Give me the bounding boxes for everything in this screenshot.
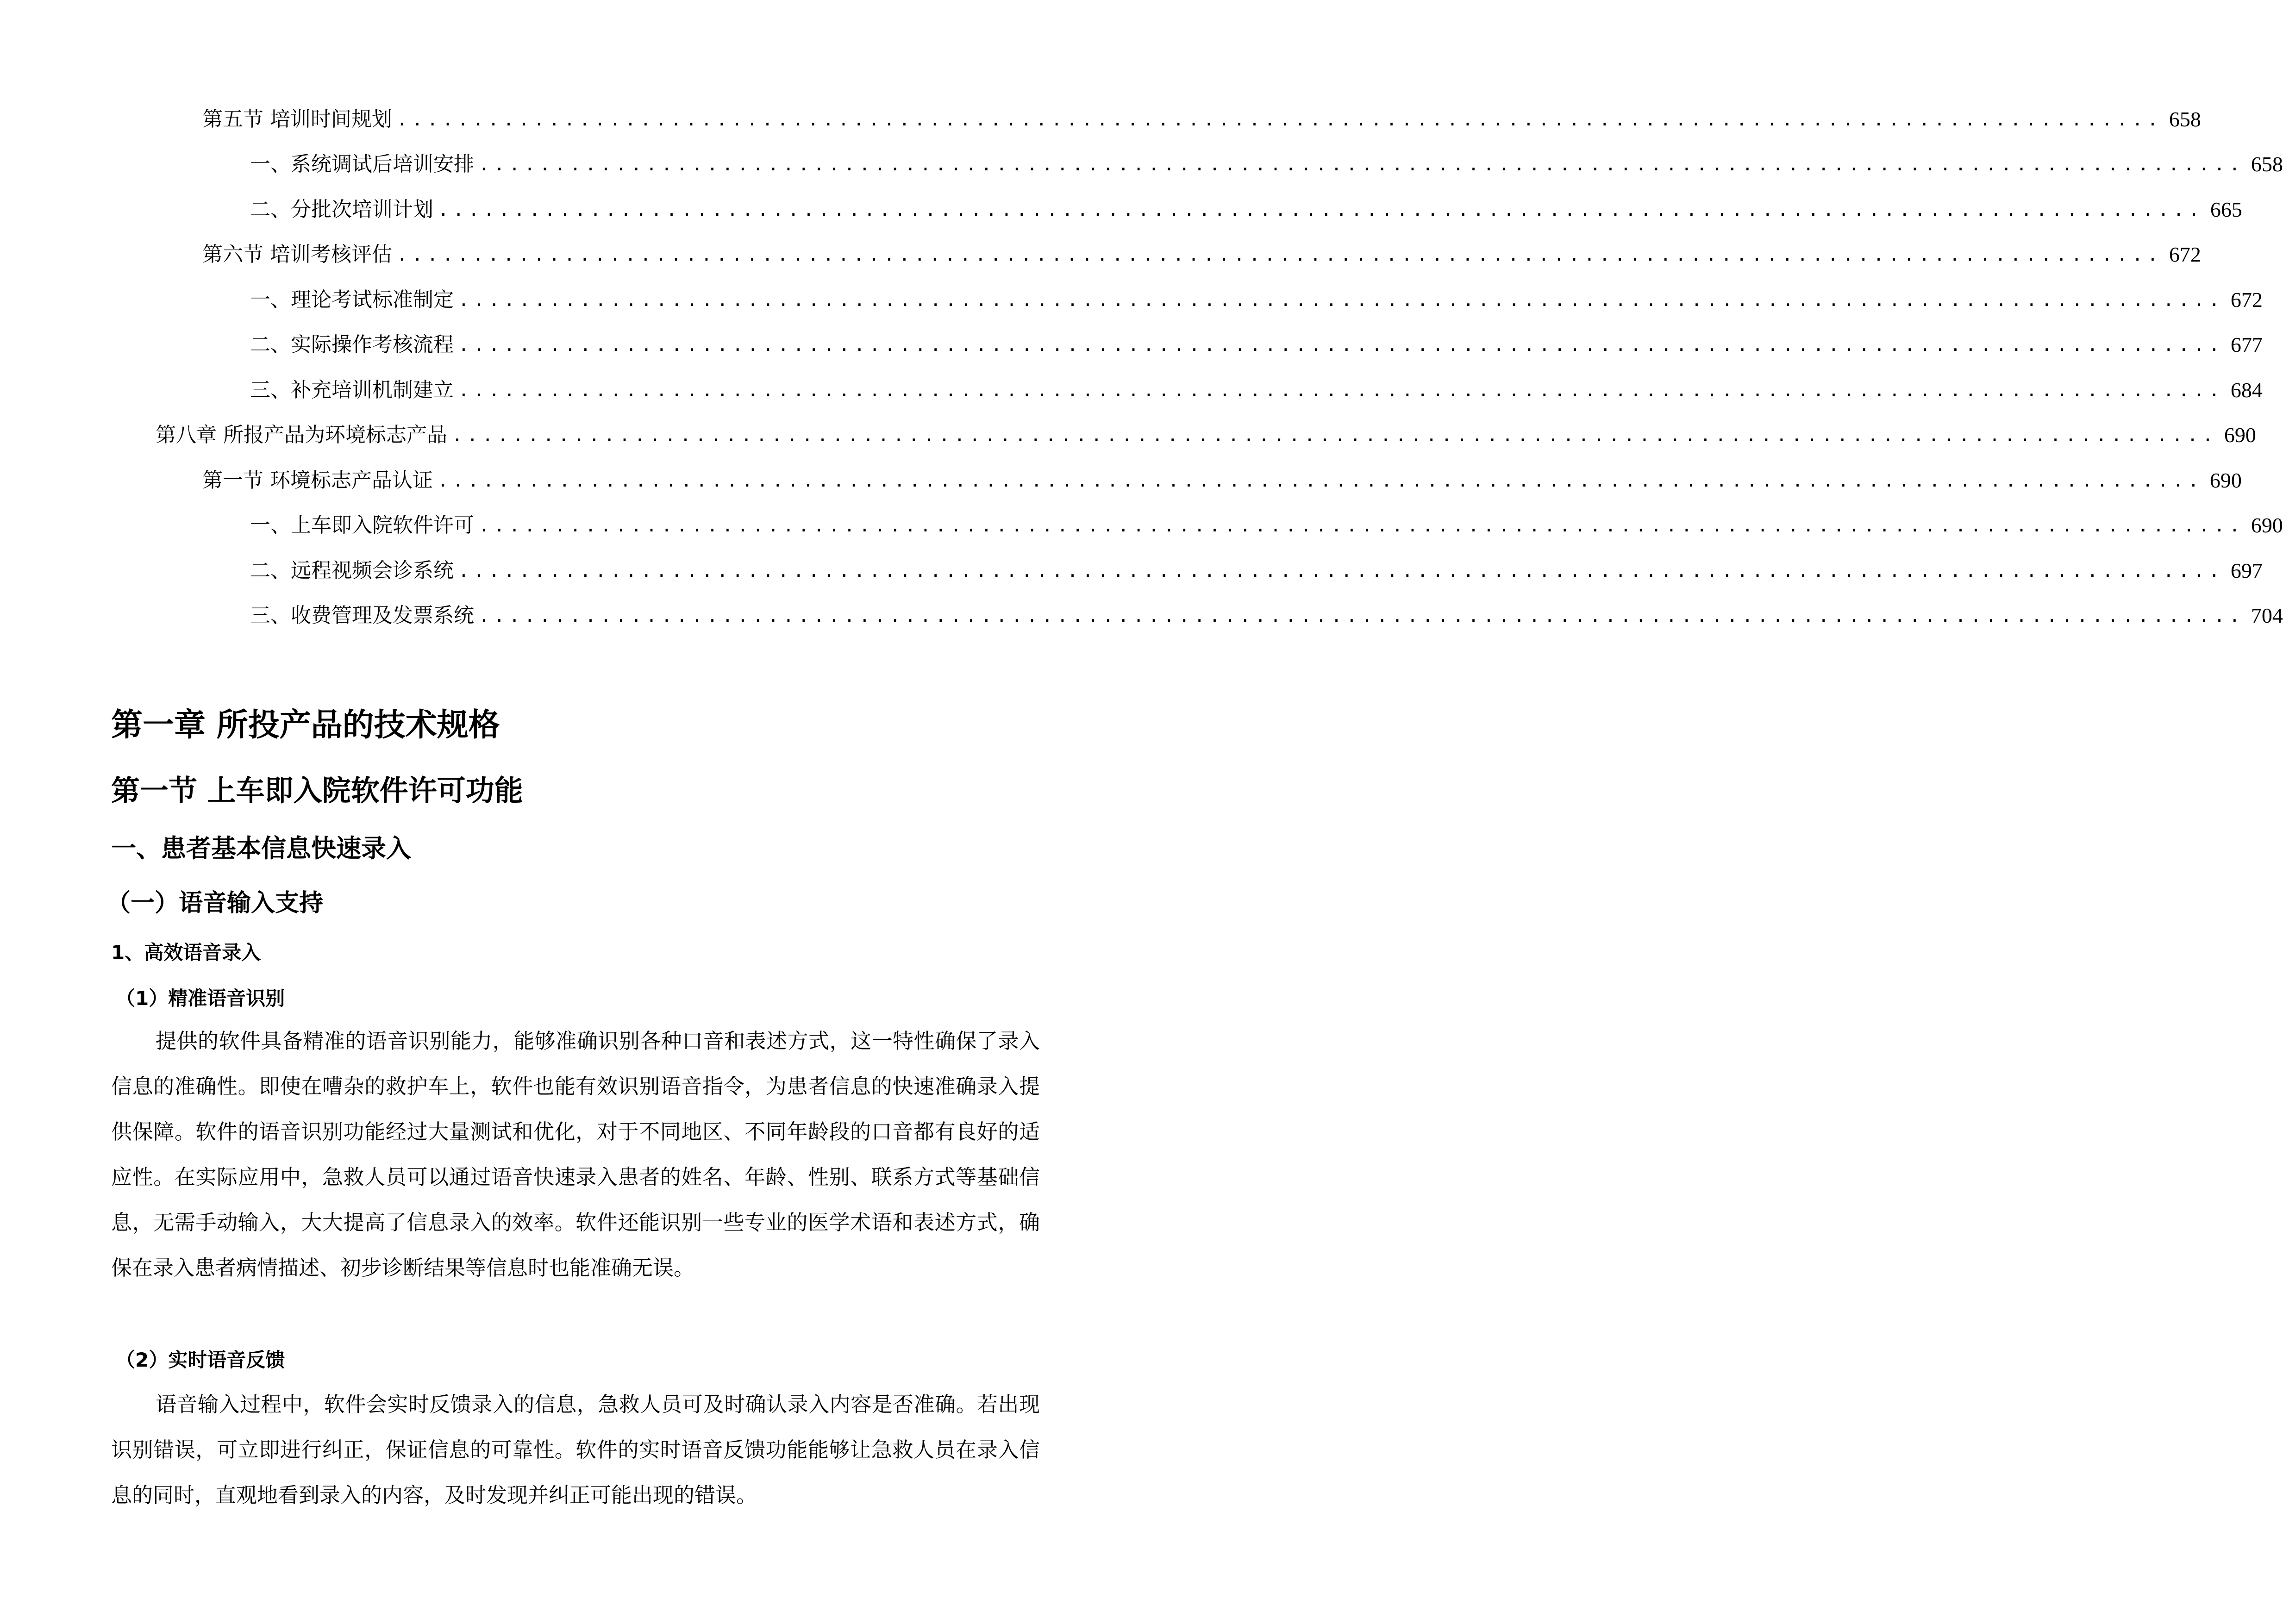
body-paragraph-1: 提供的软件具备精准的语音识别能力，能够准确识别各种口音和表述方式，这一特性确保了录入信息的准确性。即使在嘈杂的救护车上，软件也能有效识别语音指令，为患者信息的快速准确录入提供保障。软件的语音识别功能经过大量测试和优化，对于不同地区、不同年龄段的口音都有良好的适应性。在实际应用中，急救人员可以通过语音快速录入患者的姓名、年龄、性别、联系方式等基础信息，无需手动输入，大大提高了信息录入的效率。软件还能识别一些专业的医学术语和表述方式，确保在录入患者病情描述、初步诊断结果等信息时也能准确无误。 bbox=[111, 1029, 1040, 1280]
toc-entry[interactable] bbox=[156, 421, 2256, 449]
toc-entry-title: 第一节 环境标志产品认证 bbox=[202, 468, 433, 492]
toc-leader-dots: .................................................................................................................... bbox=[479, 515, 2245, 536]
toc-entry-page: 690 bbox=[2224, 423, 2256, 447]
toc-entry[interactable] bbox=[250, 196, 2242, 224]
toc-entry-number: 三、 bbox=[250, 378, 291, 402]
toc-entry-number: 三、 bbox=[250, 604, 291, 627]
toc-entry[interactable] bbox=[250, 286, 2263, 314]
toc-entry-title: 收费管理及发票系统 bbox=[291, 604, 474, 627]
toc-entry-page: 672 bbox=[2169, 243, 2201, 266]
toc-entry-page: 690 bbox=[2251, 513, 2283, 537]
toc-entry-number: 二、 bbox=[250, 559, 291, 582]
toc-entry-number: 一、 bbox=[250, 513, 291, 537]
toc-entry-title: 分批次培训计划 bbox=[291, 198, 433, 221]
toc-leader-dots: .................................................................................................................... bbox=[438, 470, 2203, 491]
section-heading: 第一节 上车即入院软件许可功能 bbox=[111, 774, 523, 807]
toc-entry-title: 系统调试后培训安排 bbox=[291, 152, 474, 176]
toc-entry-title: 第五节 培训时间规划 bbox=[202, 107, 392, 131]
toc-entry-title: 第六节 培训考核评估 bbox=[202, 243, 392, 266]
toc-leader-dots: .................................................................................................................... bbox=[479, 154, 2245, 175]
chapter-heading: 第一章 所投产品的技术规格 bbox=[111, 707, 500, 743]
toc-entry-number: 一、 bbox=[250, 288, 291, 312]
toc-entry[interactable] bbox=[250, 557, 2263, 585]
toc-entry[interactable] bbox=[250, 512, 2283, 539]
toc-entry-number: 二、 bbox=[250, 198, 291, 221]
toc-entry-number: 二、 bbox=[250, 333, 291, 356]
toc-entry[interactable] bbox=[250, 331, 2263, 359]
subitem-heading-2: （2）实时语音反馈 bbox=[116, 1349, 285, 1371]
toc-entry-page: 665 bbox=[2210, 198, 2242, 221]
body-paragraph-2: 语音输入过程中，软件会实时反馈录入的信息，急救人员可及时确认录入内容是否准确。若出现识别错误，可立即进行纠正，保证信息的可靠性。软件的实时语音反馈功能能够让急救人员在录入信息的同时，直观地看到录入的内容，及时发现并纠正可能出现的错误。 bbox=[111, 1392, 1040, 1507]
toc-entry-title: 补充培训机制建立 bbox=[291, 378, 454, 402]
toc-leader-dots: .................................................................................................................... bbox=[458, 561, 2224, 581]
toc-entry[interactable] bbox=[250, 602, 2283, 630]
toc-entry-page: 684 bbox=[2230, 378, 2263, 402]
toc-leader-dots: .................................................................................................................... bbox=[397, 109, 2163, 130]
toc-leader-dots: .................................................................................................................... bbox=[458, 290, 2224, 310]
toc-entry-page: 658 bbox=[2169, 107, 2201, 131]
toc-entry-title: 远程视频会诊系统 bbox=[291, 559, 454, 582]
toc-leader-dots: .................................................................................................................... bbox=[479, 606, 2245, 626]
toc-entry[interactable] bbox=[202, 241, 2201, 269]
toc-entry-title: 理论考试标准制定 bbox=[291, 288, 454, 312]
toc-entry-page: 677 bbox=[2230, 333, 2263, 356]
toc-entry-page: 690 bbox=[2209, 468, 2242, 492]
toc-entry-title: 实际操作考核流程 bbox=[291, 333, 454, 356]
toc-leader-dots: .................................................................................................................... bbox=[438, 200, 2204, 220]
subsection-heading: 一、患者基本信息快速录入 bbox=[111, 834, 411, 863]
toc-entry[interactable] bbox=[250, 150, 2283, 178]
toc-entry[interactable] bbox=[202, 106, 2201, 133]
toc-entry-number: 一、 bbox=[250, 152, 291, 176]
toc-entry-page: 697 bbox=[2230, 559, 2263, 582]
toc-leader-dots: .................................................................................................................... bbox=[458, 335, 2224, 355]
toc-entry-page: 704 bbox=[2251, 604, 2283, 627]
toc-entry[interactable] bbox=[250, 376, 2263, 404]
subitem-heading-1: （1）精准语音识别 bbox=[116, 987, 285, 1010]
toc-entry-page: 658 bbox=[2251, 152, 2283, 176]
item-heading: 1、高效语音录入 bbox=[111, 941, 261, 964]
toc-entry-title: 上车即入院软件许可 bbox=[291, 513, 474, 537]
toc-leader-dots: .................................................................................................................... bbox=[397, 244, 2163, 265]
toc-leader-dots: .................................................................................................................... bbox=[452, 425, 2218, 445]
toc-entry[interactable] bbox=[202, 467, 2242, 494]
subsubsection-heading: （一）语音输入支持 bbox=[106, 889, 324, 917]
toc-entry-title: 第八章 所报产品为环境标志产品 bbox=[156, 423, 447, 447]
toc-leader-dots: .................................................................................................................... bbox=[458, 380, 2224, 400]
toc-entry-page: 672 bbox=[2230, 288, 2263, 312]
